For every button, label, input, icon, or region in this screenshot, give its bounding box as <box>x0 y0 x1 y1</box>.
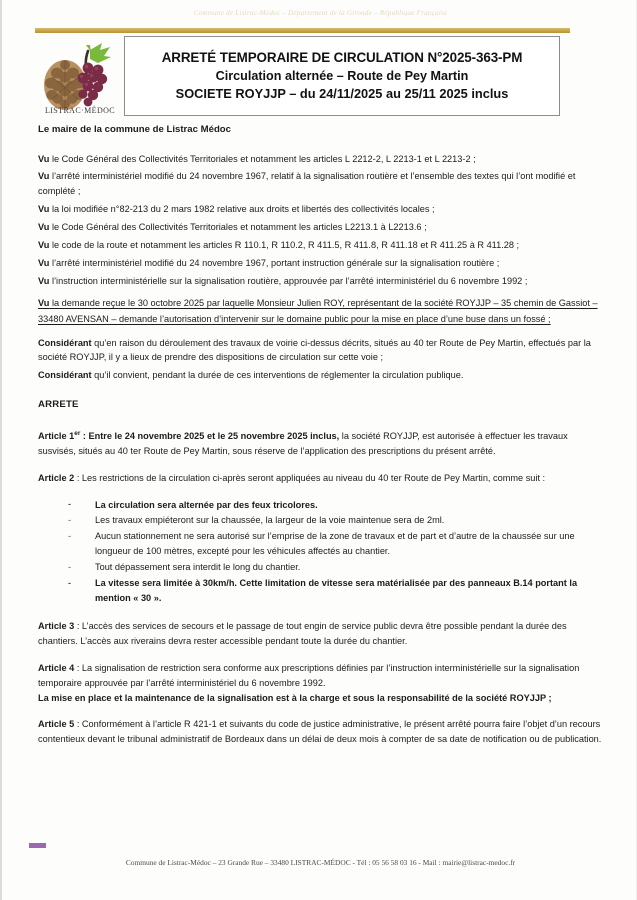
visa-underlined <box>38 295 604 328</box>
logo-caption: LISTRAC·MÉDOC <box>44 106 116 115</box>
scan-header-line: Commune de Listrac-Médoc – Département de la Gironde – République Française <box>193 9 448 17</box>
considerant-text: qu’il convient, pendant la durée de ces interventions de réglementer la circulation publique. <box>91 370 464 381</box>
visa-keyword: Vu <box>38 153 50 164</box>
considerant-item <box>38 336 604 366</box>
page-footer: Commune de Listrac-Médoc – 23 Grande Rue – 33480 LISTRAC-MÉDOC - Tél : 05 56 58 03 16 - Mail : mairie@listrac-medoc.fr <box>125 858 516 867</box>
article-3 <box>38 619 604 649</box>
visa-item <box>38 256 604 271</box>
considerant-keyword: Considérant <box>38 370 92 381</box>
article-1 <box>38 429 604 459</box>
visa-text: la demande reçue le 30 octobre 2025 par laquelle Monsieur Julien ROY, représentant de la société ROYJJP – 35 chemin de Gassiot – 33480 AVENSAN – demande l’autorisation d’intervenir sur le domaine public pour la mise en place d’une buse dans un fossé ; <box>38 297 598 325</box>
article-2-number: Article 2 <box>38 472 75 483</box>
arrete-title-box <box>124 36 560 116</box>
considerant-keyword: Considérant <box>38 337 92 348</box>
visa-item <box>38 152 604 167</box>
article-3-number: Article 3 <box>38 620 75 631</box>
article-1-lead: : Entre le 24 novembre 2025 et le 25 novembre 2025 inclus, <box>80 430 340 441</box>
article-5-text: : Conformément à l’article R 421-1 et suivants du code de justice administrative, le présent arrêté pourra faire l’objet d’un recours contentieux devant le tribunal administratif de Bordeaux dans un délai de deux mois à compter de sa date de notification ou de publication. <box>38 719 602 745</box>
visa-item <box>38 220 604 235</box>
arrete-heading: ARRETE <box>38 399 79 411</box>
restriction-rules-list <box>38 498 604 606</box>
visa-keyword: Vu <box>38 171 50 182</box>
restriction-rule-item: - La vitesse sera limitée à 30km/h. Cette limitation de vitesse sera matérialisée par des panneaux B.14 portant la mention « 30 ». <box>68 576 604 606</box>
visa-text: la loi modifiée n°82-213 du 2 mars 1982 relative aux droits et libertés des collectivités locales ; <box>49 204 435 215</box>
restriction-rule-item: - Les travaux empiéteront sur la chaussée, la largeur de la voie maintenue sera de 2ml. <box>68 513 604 528</box>
visa-item <box>38 169 604 199</box>
arrete-title-line-1: ARRETÉ TEMPORAIRE DE CIRCULATION N°2025-363-PM <box>161 50 523 66</box>
article-1-number: Article 1 <box>38 430 75 441</box>
restriction-rule-item: - Aucun stationnement ne sera autorisé sur l’emprise de la zone de travaux et de part et d’autre de la chaussée sur une longueur de 100 mètres, excepté pour les véhicules affectés au chantier. <box>68 529 604 559</box>
article-4-bold-tail: La mise en place et la maintenance de la signalisation est à la charge et sous la responsabilité de la société ROYJJP ; <box>38 692 552 703</box>
visa-text: l’arrêté interministériel modifié du 24 novembre 1967, relatif à la signalisation routière et l’ensemble des textes qui l’ont modifié et complété ; <box>38 171 576 197</box>
gold-horizontal-rule <box>35 28 570 33</box>
visa-text: l’instruction interministérielle sur la signalisation routière, approuvée par l’arrêté interministériel du 6 novembre 1992 ; <box>49 275 528 286</box>
visa-text: le Code Général des Collectivités Territoriales et notamment les articles L2213.1 à L2213.6 ; <box>49 222 427 233</box>
article-1-ordinal-suffix: er <box>74 429 81 437</box>
visa-keyword: Vu <box>38 257 50 268</box>
article-3-text: : L’accès des services de secours et le passage de tout engin de service public devra être possible pendant la durée des chantiers. L’accès aux riverains devra rester accessible pendant toute la durée du chantier. <box>38 620 567 646</box>
visa-keyword: Vu <box>38 204 50 215</box>
visa-item <box>38 202 604 217</box>
article-4-number: Article 4 <box>38 662 75 673</box>
article-2-text: : Les restrictions de la circulation ci-après seront appliquées au niveau du 40 ter Route de Pey Martin, comme suit : <box>74 472 546 483</box>
article-5-number: Article 5 <box>38 719 75 730</box>
visa-item <box>38 274 604 289</box>
article-1-text: la société ROYJJP, est autorisée à effectuer les travaux susvisés, situés au 40 ter Route de Pey Martin, sous réserve de l’application des prescriptions du présent arrêté. <box>38 430 568 456</box>
visa-item <box>38 238 604 253</box>
visa-list <box>38 152 604 289</box>
considerant-list <box>38 336 604 384</box>
visa-text: le code de la route et notamment les articles R 110.1, R 110.2, R 411.5, R 411.8, R 411.18 et R 411.25 à R 411.28 ; <box>49 240 520 251</box>
visa-keyword: Vu <box>38 275 50 286</box>
article-4 <box>38 661 604 706</box>
visa-text: l’arrêté interministériel modifié du 24 novembre 1967, portant instruction générale sur la signalisation routière ; <box>49 257 500 268</box>
considerant-item <box>38 368 604 383</box>
article-4-text: : La signalisation de restriction sera conforme aux prescriptions définies par l’instruction interministérielle sur la signalisation temporaire approuvée par l’arrêté interministériel du 6 novembre 1992. <box>38 662 580 688</box>
arrete-title-line-2: Circulation alternée – Route de Pey Martin <box>215 68 469 83</box>
stamp-artifact-mark <box>29 843 46 848</box>
visa-keyword: Vu <box>38 222 50 233</box>
visa-text: le Code Général des Collectivités Territoriales et notamment les articles L 2212-2, L 2213-1 et L 2213-2 ; <box>49 153 476 164</box>
considerant-text: qu’en raison du déroulement des travaux de voirie ci-dessus décrits, situés au 40 ter Route de Pey Martin, effectués par la société ROYJJP, il y a lieux de prendre des dispositions de circulation sur cette voie ; <box>38 337 591 363</box>
restriction-rule-item: - La circulation sera alternée par des feux tricolores. <box>68 498 604 513</box>
arrete-title-line-3: SOCIETE ROYJJP – du 24/11/2025 au 25/11 2025 inclus <box>175 86 509 102</box>
article-5 <box>38 717 604 747</box>
visa-keyword: Vu <box>38 297 50 308</box>
mayor-intro-line: Le maire de la commune de Listrac Médoc <box>38 124 232 135</box>
visa-keyword: Vu <box>38 240 50 251</box>
restriction-rule-item: - Tout dépassement sera interdit le long du chantier. <box>68 560 604 575</box>
article-2 <box>38 471 604 486</box>
document-body <box>38 122 604 759</box>
